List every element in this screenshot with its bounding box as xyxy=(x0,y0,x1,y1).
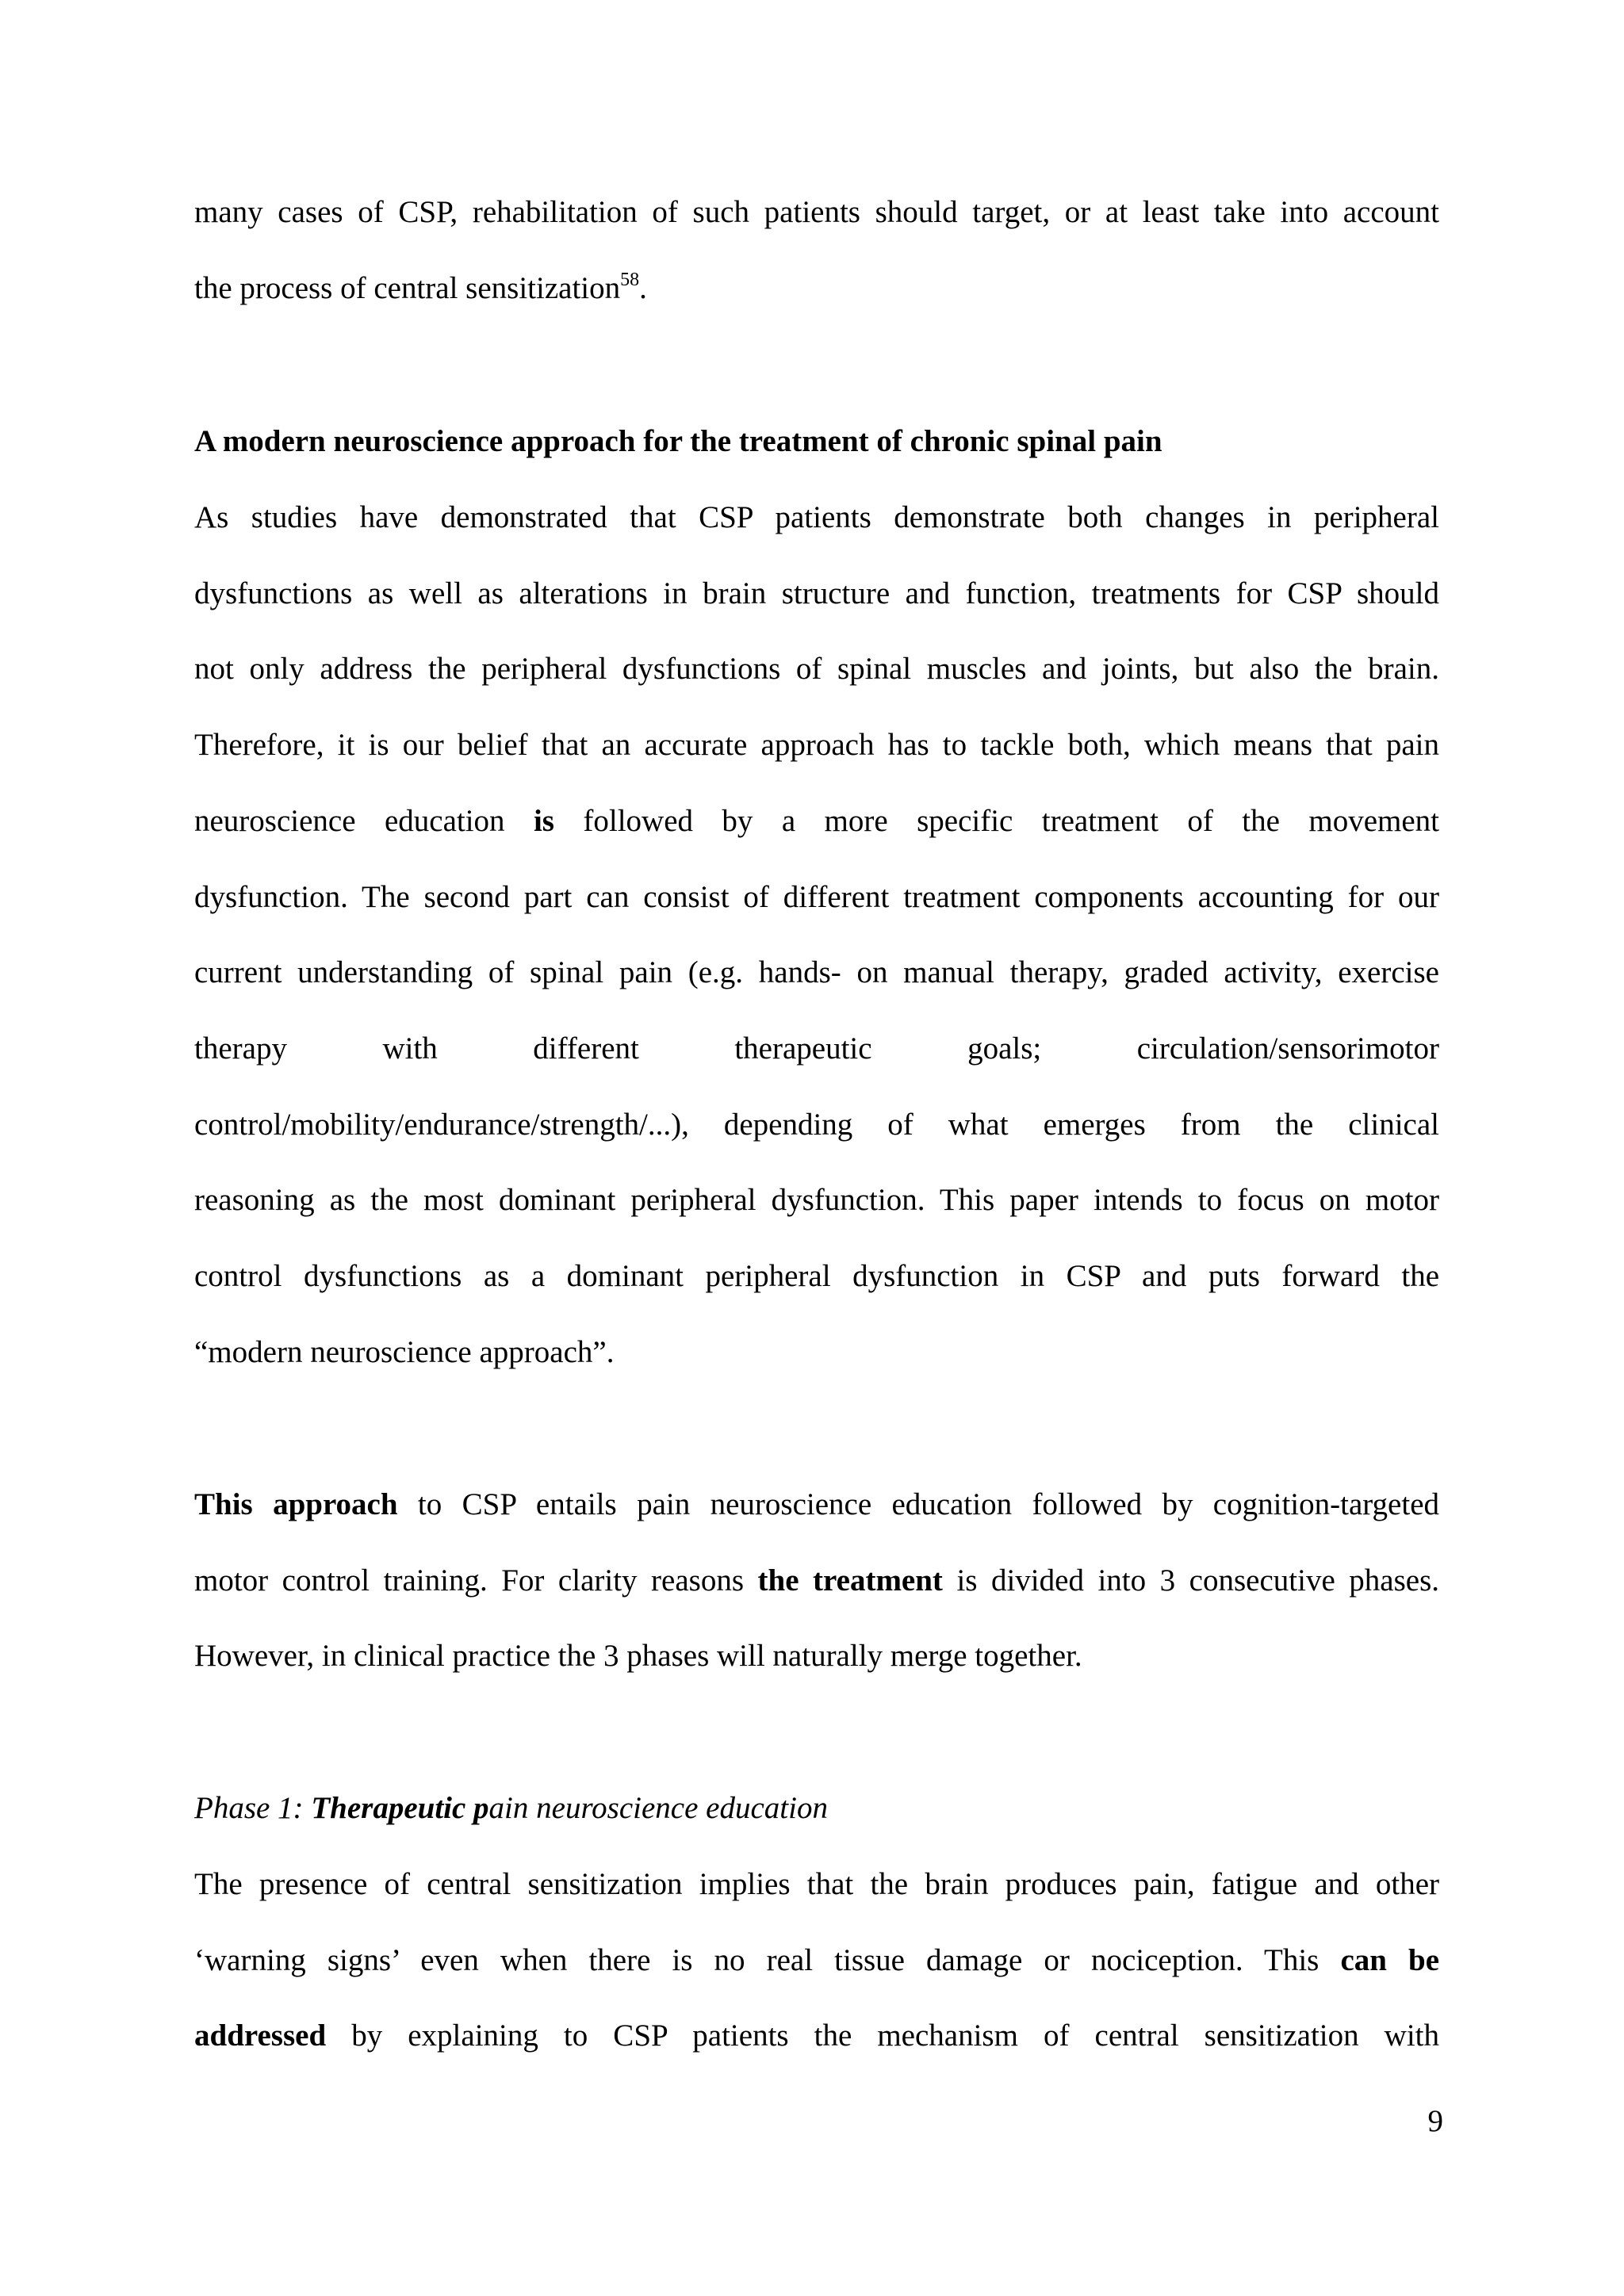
text-span: followed by a more specific treatment of the movement xyxy=(553,804,1439,838)
text-span: to CSP entails pain neuroscience education followed by cognition-targeted xyxy=(397,1487,1439,1521)
text-line: dysfunctions as well as alterations in brain structure and function, treatments for CSP should xyxy=(194,576,1439,610)
text-span: by explaining to CSP patients the mechanism of central sensitization with xyxy=(326,2019,1439,2053)
text-span: ‘warning signs’ even when there is no real tissue damage or nociception. This xyxy=(194,1943,1341,1977)
citation-superscript: 58 xyxy=(620,270,640,290)
subsection-heading xyxy=(194,1789,1439,1827)
text-line: therapy with different therapeutic goals; circulation/sensorimotor xyxy=(194,1031,1439,1066)
text-line: control/mobility/endurance/strength/...), depending of what emerges from the clinical xyxy=(194,1108,1439,1142)
text-line: current understanding of spinal pain (e.g. hands- on manual therapy, graded activity, exercise xyxy=(194,955,1439,989)
text-line: dysfunction. The second part can consist of different treatment components accounting for our xyxy=(194,880,1439,914)
text-line xyxy=(194,802,1439,840)
text-line: many cases of CSP, rehabilitation of such patients should target, or at least take into account xyxy=(194,195,1439,229)
bold-text: addressed xyxy=(194,2019,327,2053)
text-span: . xyxy=(639,271,647,305)
text-line: reasoning as the most dominant peripheral dysfunction. This paper intends to focus on motor xyxy=(194,1183,1439,1217)
section-heading: A modern neuroscience approach for the treatment of chronic spinal pain xyxy=(194,424,1162,458)
text-line: control dysfunctions as a dominant peripheral dysfunction in CSP and puts forward the xyxy=(194,1259,1439,1293)
text-span: is divided into 3 consecutive phases. xyxy=(942,1563,1440,1598)
text-line: As studies have demonstrated that CSP patients demonstrate both changes in peripheral xyxy=(194,500,1439,534)
text-line: The presence of central sensitization implies that the brain produces pain, fatigue and other xyxy=(194,1867,1439,1901)
text-line xyxy=(194,1942,1439,1980)
bold-italic-text: Therapeutic p xyxy=(311,1791,489,1825)
text-span: neuroscience education xyxy=(194,804,534,838)
text-line xyxy=(194,270,1439,308)
text-span: the process of central sensitization xyxy=(194,271,621,305)
text-span: motor control training. For clarity reasons xyxy=(194,1563,758,1598)
italic-text: ain neuroscience education xyxy=(488,1791,828,1825)
text-line: “modern neuroscience approach”. xyxy=(194,1335,615,1369)
text-line: However, in clinical practice the 3 phases will naturally merge together. xyxy=(194,1639,1082,1673)
text-line: Therefore, it is our belief that an accurate approach has to tackle both, which means that pain xyxy=(194,728,1439,762)
bold-text: This approach xyxy=(194,1487,398,1521)
bold-text: is xyxy=(533,804,554,838)
text-line xyxy=(194,1486,1439,1524)
bold-text: the treatment xyxy=(757,1563,943,1598)
bold-text: can be xyxy=(1340,1943,1440,1977)
text-line xyxy=(194,1562,1439,1600)
italic-text: Phase 1: xyxy=(194,1791,312,1825)
page-number: 9 xyxy=(1427,2104,1443,2138)
text-line xyxy=(194,2017,1439,2055)
text-line: not only address the peripheral dysfunctions of spinal muscles and joints, but also the brain. xyxy=(194,652,1439,686)
